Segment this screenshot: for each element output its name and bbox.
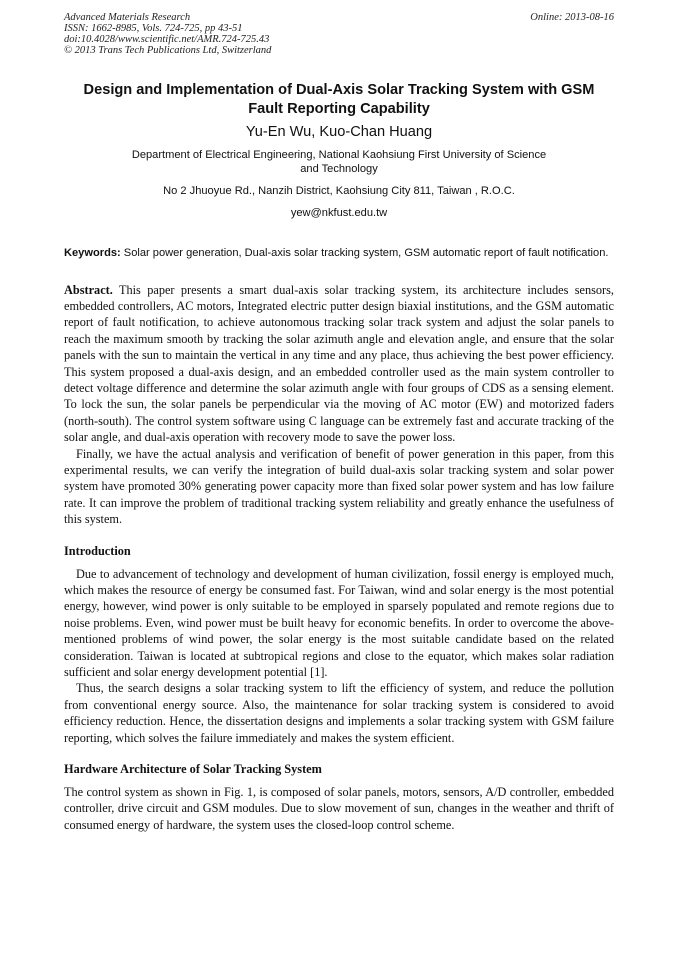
keywords: [64, 247, 614, 261]
abstract-label: Abstract.: [64, 282, 113, 297]
doi-line: doi:10.4028/www.scientific.net/AMR.724-725.43: [64, 34, 270, 45]
introduction-heading: Introduction: [64, 543, 131, 558]
introduction-paragraph-1: Due to advancement of technology and development of human civilization, fossil energy is employed much, which makes the resource of energy be consumed fast. For Taiwan, wind and solar energy is the most potential energy, however, wind power is only suitable to be employed in sparsely populated and remote regions due to noise problems. Even, wind power must be built heavy for economic benefits. In order to overcome the above-mentioned problems of wind power, the solar energy is the most suitable candidate based on the related consideration. Taiwan is located at subtropical regions and close to the equator, which makes solar radiation sufficient and solar energy development potential [1].: [64, 566, 614, 680]
hardware-paragraph-1: The control system as shown in Fig. 1, is composed of solar panels, motors, sensors, A/D controller, embedded controller, drive circuit and GSM modules. Due to slow movement of sun, changes in the weather and thrift of consumed energy of hardware, the system uses the closed-loop control scheme.: [64, 785, 614, 832]
keywords-text: Solar power generation, Dual-axis solar tracking system, GSM automatic report of fault notification.: [120, 247, 609, 259]
abstract-paragraph-1: [64, 282, 614, 446]
author-address: No 2 Jhuoyue Rd., Nanzih District, Kaohsiung City 811, Taiwan , R.O.C.: [163, 185, 515, 197]
abstract-paragraph-2: Finally, we have the actual analysis and verification of benefit of power generation in this paper, from this experimental results, we can verify the integration of build dual-axis solar tracking system and solar power system have promoted 30% generating power capacity more than fixed solar power system and has low failure rate. It can improve the problem of traditional tracking system reliability and greatly enhance the usefulness of this system.: [64, 446, 614, 527]
author-affiliation: Department of Electrical Engineering, National Kaohsiung First University of Science and Technology: [131, 149, 547, 175]
paper-authors: Yu-En Wu, Kuo-Chan Huang: [245, 124, 433, 140]
issn-line: ISSN: 1662-8985, Vols. 724-725, pp 43-51: [64, 23, 243, 34]
hardware-heading: Hardware Architecture of Solar Tracking System: [64, 762, 322, 777]
introduction-paragraph-2: Thus, the search designs a solar tracking system to lift the efficiency of system, and reduce the pollution from conventional energy source. Also, the maintenance for solar tracking system is considered to avoid efficiency reduction. Hence, the dissertation designs and implements a solar tracking system with GSM failure reporting, which solves the failure immediately and makes the system efficient.: [64, 681, 614, 745]
paper-page: [64, 12, 614, 833]
paper-title: Design and Implementation of Dual-Axis Solar Tracking System with GSM Fault Reporting Capability: [83, 82, 595, 117]
copyright-line: © 2013 Trans Tech Publications Ltd, Switzerland: [64, 45, 272, 56]
online-date: Online: 2013-08-16: [530, 12, 614, 23]
journal-header: [64, 12, 614, 56]
journal-name: Advanced Materials Research: [64, 12, 191, 23]
abstract-text-1: This paper presents a smart dual-axis solar tracking system, its architecture includes sensors, embedded controllers, AC motors, Integrated electric putter design biaxial institutions, and the GSM automatic report of fault notification, to achieve autonomous tracking solar track system and adjust the solar panels to reach the maximum smooth by tracking the solar azimuth angle and elevation angle, and ensure that the solar panels with the sun to maintain the vertical in any time and any place, thus achieving the best power efficiency. This system proposed a dual-axis design, and an embedded controller used as the main system controller to detect voltage difference and determine the solar azimuth angle with four groups of CDS as a sensing element. To lock the sun, the solar panels be perpendicular via the moving of AC motor (EW) and motorized faders (north-south). The control system software using C language can be extremely fast and accurate tracking of the solar angle, and dual-axis operation with recovery mode to save the power loss.: [64, 282, 614, 445]
author-email: yew@nkfust.edu.tw: [290, 207, 388, 219]
keywords-label: Keywords:: [64, 247, 121, 259]
